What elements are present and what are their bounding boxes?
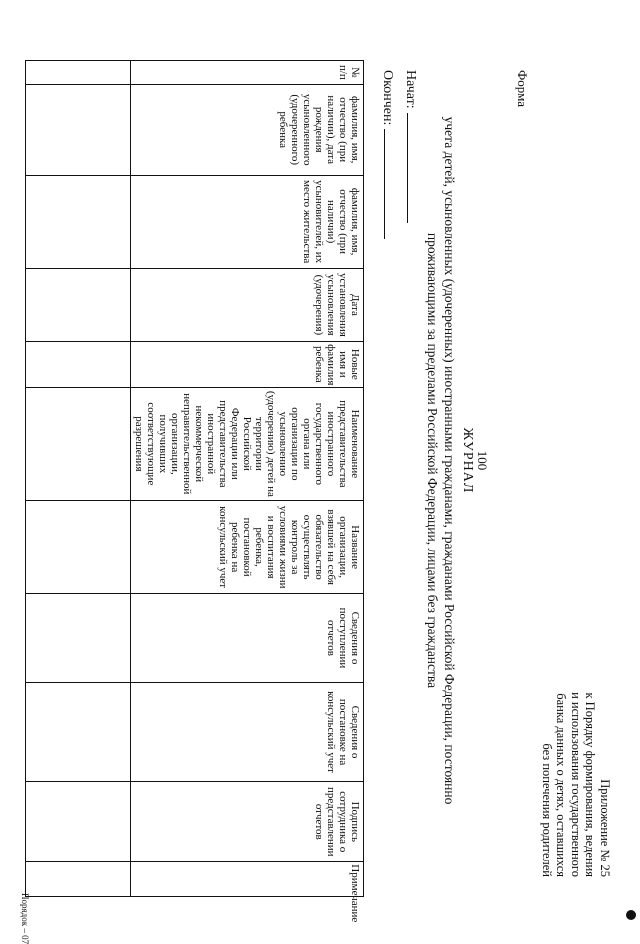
table-cell [26, 61, 131, 85]
started-line [407, 113, 420, 223]
column-header: Сведения о поступлении отчетов [131, 594, 364, 683]
column-header: № п/п [131, 61, 364, 85]
appendix-line: банка данных о детях, оставшихся [554, 693, 569, 877]
appendix-line: к Порядку формирования, ведения [583, 692, 598, 877]
column-header: фамилия, имя, отчество (при наличии) усыновителей, их место жительства [131, 175, 364, 268]
appendix-line: Приложение № 25 [598, 779, 612, 877]
column-header: фамилия, имя, отчество (при наличии), дата рождения усыновленного (удочеренного) ребенка [131, 84, 364, 175]
journal-subtitle: проживающими за пределами Российской Федерации, лицами без гражданства [425, 232, 440, 689]
form-label: Форма [515, 70, 530, 107]
table-row [26, 61, 131, 897]
journal-subtitle: учета детей, усыновленных (удочеренных) иностранными гражданами, гражданами Российской Федерации, постоянно [442, 116, 457, 805]
journal-table [25, 60, 364, 923]
table-cell [26, 175, 131, 268]
finished-label: Окончен: [380, 70, 395, 126]
table-cell [26, 387, 131, 501]
appendix-block [540, 617, 613, 877]
column-header: Подпись сотрудника о представлении отчетов [131, 782, 364, 862]
footer-note: Порядок – 07 [20, 893, 30, 944]
started-field [402, 70, 420, 223]
column-header: Примечание [131, 862, 364, 897]
table-cell [26, 862, 131, 897]
binding-hole-mark [626, 910, 636, 920]
journal-title: ЖУРНАЛ [460, 427, 475, 494]
started-label: Начат: [403, 70, 418, 109]
table-cell [26, 782, 131, 862]
table-cell [26, 501, 131, 594]
table-cell [26, 682, 131, 781]
column-header: Наименование представительства иностранного государственного органа или организации по усыновлению (удочерению) детей на территории Российской Федерации или представительства иностранной некоммерческой неправительственной организации, получивших соответствующие разрешения [131, 387, 364, 501]
appendix-line: без попечения родителей [540, 743, 554, 877]
finished-line [384, 129, 397, 239]
table-cell [26, 342, 131, 387]
table-cell [26, 594, 131, 683]
appendix-line: и использования государственного [569, 692, 583, 877]
table-header-row [131, 61, 364, 897]
page-number: 100 [475, 450, 490, 471]
column-header: Дата установления усыновления (удочерения) [131, 268, 364, 342]
column-header: Название организации, взявшей на себя обязательство осуществлять контроль за условиями жизни и воспитания ребенка, постановкой ребенка на консульский учет [131, 501, 364, 594]
column-header: Сведения о постановке на консульский учет [131, 682, 364, 781]
table-cell [26, 84, 131, 175]
column-header: Новые имя и фамилия ребенка [131, 342, 364, 387]
finished-field [379, 70, 397, 239]
table-cell [26, 268, 131, 342]
